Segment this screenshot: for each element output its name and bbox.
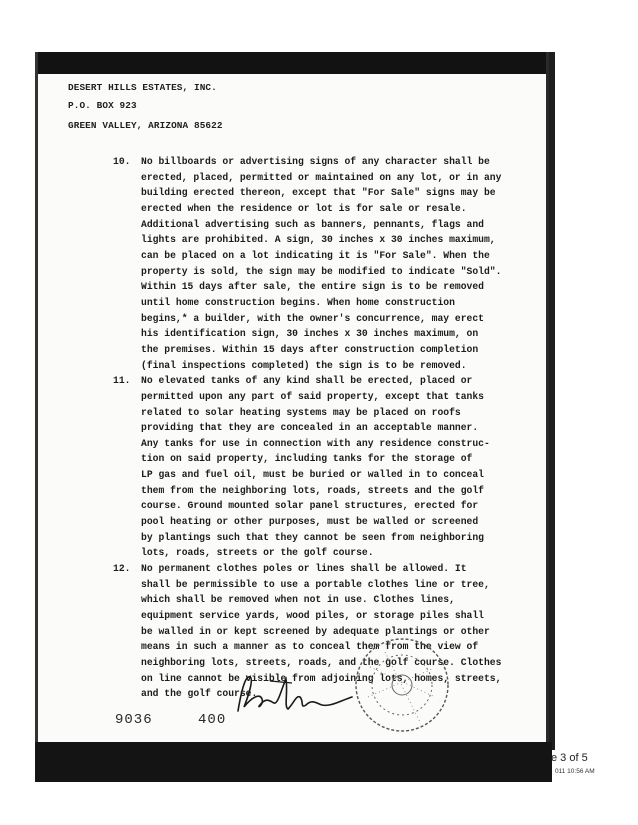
text-line: Additional advertising such as banners, pennants, flags and [141,218,484,230]
text-line: which shall be removed when not in use. Clothes lines, [141,594,455,606]
text-line: Any tanks for use in connection with any residence construc- [141,437,490,449]
clause-11 [113,373,538,561]
text-line: lights are prohibited. A sign, 30 inches x 30 inches maximum, [141,234,496,246]
po-box: P.O. BOX 923 [68,100,137,111]
clause-number: 11. [113,375,131,387]
text-line: lots, roads, streets or the golf course. [141,547,374,559]
text-line: be walled in or kept screened by adequate plantings or other [141,625,490,637]
text-line: No permanent clothes poles or lines shall be allowed. It [141,563,467,575]
scanned-page [35,52,549,782]
text-line: permitted upon any part of said property, except that tanks [141,390,484,402]
text-line: by plantings such that they cannot be seen from neighboring [141,531,484,543]
text-line: on line cannot be visible from adjoining lots, homes, streets, [141,672,502,684]
text-line: No billboards or advertising signs of any character shall be [141,156,490,167]
clause-10 [113,154,538,373]
text-line: can be placed on a lot indicating it is "For Sale". When the [141,249,490,261]
text-line: (final inspections completed) the sign is to be removed. [141,359,467,371]
text-line: erected when the residence or lot is for sale or resale. [141,202,467,214]
text-line: erected, placed, permitted or maintained on any lot, or in any [141,171,502,183]
text-line: his identification sign, 30 inches x 30 inches maximum, on [141,328,479,340]
text-line: neighboring lots, streets, roads, and the golf course. Clothes [141,657,502,668]
text-line: until home construction begins. When home construction [141,296,455,308]
text-line: property is sold, the sign may be modified to indicate "Sold". [141,265,502,277]
clause-number: 10. [113,156,131,167]
company-name: DESERT HILLS ESTATES, INC. [68,82,217,93]
text-line: related to solar heating systems may be placed on roofs [141,406,461,418]
text-line: pool heating or other purposes, must be walled or screened [141,516,479,528]
text-line: providing that they are concealed in an acceptable manner. [141,422,479,434]
text-line: No elevated tanks of any kind shall be erected, placed or [141,375,473,387]
text-line: and the golf course. [141,688,258,700]
page-indicator: e 3 of 5 [551,752,588,764]
text-line: them from the neighboring lots, roads, streets and the golf [141,484,484,496]
scan-top-edge [35,52,549,74]
clause-number: 12. [113,563,131,575]
covenant-text [113,154,538,702]
text-line: tion on said property, including tanks for the storage of [141,453,473,465]
text-line: means in such a manner as to conceal them from the view of [141,641,479,653]
stamp-number: 9036 [115,712,153,728]
text-line: building erected thereon, except that "For Sale" signs may be [141,187,496,199]
text-line: shall be permissible to use a portable clothes line or tree, [141,578,490,590]
scan-left-edge [35,52,38,782]
text-line: Within 15 days after sale, the entire sign is to be removed [141,281,484,293]
text-line: equipment service yards, wood piles, or storage piles shall [141,610,484,622]
scan-side-strip [549,52,555,750]
page-timestamp: 011 10:56 AM [555,768,595,775]
text-line: begins,* a builder, with the owner's concurrence, may erect [141,312,484,324]
text-line: the premises. Within 15 days after construction completion [141,343,479,355]
text-line: LP gas and fuel oil, must be buried or walled in to conceal [141,469,484,481]
stamp-number: 400 [198,712,227,728]
scan-footer-strip [36,742,552,782]
city-address: GREEN VALLEY, ARIZONA 85622 [68,120,223,131]
text-line: course. Ground mounted solar panel structures, erected for [141,500,479,512]
notary-seal [340,627,460,742]
